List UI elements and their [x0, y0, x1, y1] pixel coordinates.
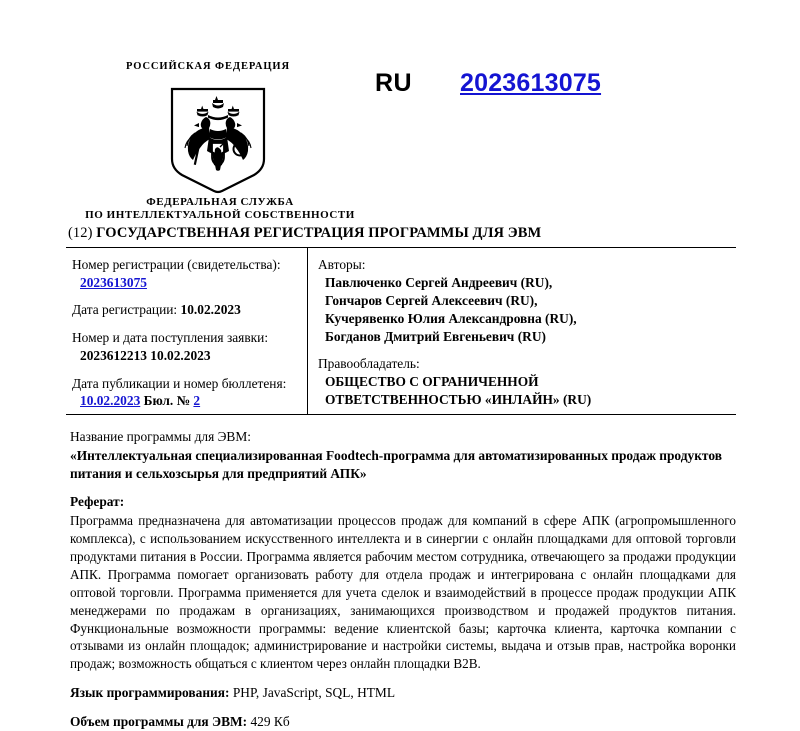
authors-list — [318, 274, 730, 345]
publication-label: Дата публикации и номер бюллетеня: — [72, 375, 287, 391]
agency-line-2: ПО ИНТЕЛЛЕКТУАЛЬНОЙ СОБСТВЕННОСТИ — [85, 209, 355, 222]
biblio-left-column — [66, 248, 308, 414]
document-kind-code: (12) — [68, 225, 93, 241]
biblio-right-column — [308, 248, 736, 414]
rightholder-value-line-2: ОТВЕТСТВЕННОСТЬЮ «ИНЛАЙН» (RU) — [325, 391, 592, 407]
author-item: Кучерявенко Юлия Александровна (RU), — [325, 311, 577, 327]
program-name-value: «Интеллектуальная специализированная Foodtech-программа для автоматизированных продаж продуктов питания и сельхозсырья для предприятий АПК» — [70, 448, 722, 482]
registration-number-value[interactable]: 2023613075 — [80, 274, 147, 290]
program-size-row — [70, 713, 736, 731]
programming-language-label: Язык программирования: — [70, 685, 230, 701]
program-size-label: Объем программы для ЭВМ: — [70, 714, 248, 730]
publication-value-row — [72, 392, 301, 410]
programming-language-row — [70, 684, 736, 702]
registration-date-value: 10.02.2023 — [180, 302, 241, 318]
agency-line-1: ФЕДЕРАЛЬНАЯ СЛУЖБА — [146, 196, 294, 208]
country-name: РОССИЙСКАЯ ФЕДЕРАЦИЯ — [126, 61, 290, 72]
publication-date-value[interactable]: 10.02.2023 — [80, 393, 141, 409]
country-code: RU — [375, 69, 413, 97]
registration-date-label: Дата регистрации: — [72, 302, 178, 318]
rightholder-value-line-1: ОБЩЕСТВО С ОГРАНИЧЕННОЙ — [325, 374, 539, 390]
bulletin-prefix: Бюл. № — [143, 393, 191, 409]
field-publication — [72, 375, 301, 410]
bulletin-number[interactable]: 2 — [193, 393, 201, 409]
document-body — [70, 428, 736, 731]
russian-coat-of-arms-emblem — [168, 87, 268, 195]
registration-number-value-wrap — [72, 274, 301, 292]
document-header — [0, 0, 800, 222]
field-registration-date — [72, 301, 301, 319]
field-application — [72, 329, 301, 364]
author-item: Павлюченко Сергей Андреевич (RU), — [325, 275, 553, 291]
bibliographic-data-box — [66, 247, 736, 415]
author-item: Богданов Дмитрий Евгеньевич (RU) — [325, 328, 546, 344]
field-registration-number — [72, 256, 301, 291]
document-kind-heading — [68, 225, 541, 242]
registration-number-link[interactable]: 2023613075 — [460, 69, 602, 97]
abstract-text: Программа предназначена для автоматизации процессов продаж для компаний в сфере АПК (агропромышленного комплекса), с использованием искусственного интеллекта и в синергии с онлайн площадками для оптовой торговли продуктами питания в России. Программа является рабочим местом сотрудника, отвечающего за продажи продукции АПК. Программа помогает организовать работу для отдела продаж и интегрирована с онлайн площадками для оптовой торговли. Программа применяется для учета сделок и взаимодействий в процессе продаж продукции АПК менеджерами по продажам в организациях, занимающихся производством и продажей продуктов питания. Функциональные возможности программы: ведение клиентской базы; карточка клиента, карточка компании с отзывами из онлайн площадок; администрирование и настройки системы, выдача и отзыв прав, настройка воронки продаж; возможность общаться с клиентом через онлайн площадки B2B. — [70, 513, 736, 672]
application-label: Номер и дата поступления заявки: — [72, 330, 269, 346]
authors-label: Авторы: — [318, 257, 366, 272]
application-value: 2023612213 10.02.2023 — [80, 348, 211, 364]
agency-name — [0, 196, 440, 223]
registration-number-label: Номер регистрации (свидетельства): — [72, 257, 281, 272]
registration-date-row — [72, 301, 301, 319]
rightholder-label: Правообладатель: — [318, 355, 420, 371]
abstract-label: Реферат: — [70, 494, 125, 510]
document-kind-text: ГОСУДАРСТВЕННАЯ РЕГИСТРАЦИЯ ПРОГРАММЫ ДЛЯ ЭВМ — [96, 225, 542, 241]
author-item: Гончаров Сергей Алексеевич (RU), — [325, 293, 538, 309]
program-name-label: Название программы для ЭВМ: — [70, 429, 251, 444]
programming-language-value: PHP, JavaScript, SQL, HTML — [232, 685, 396, 701]
program-size-value: 429 Кб — [250, 714, 290, 730]
